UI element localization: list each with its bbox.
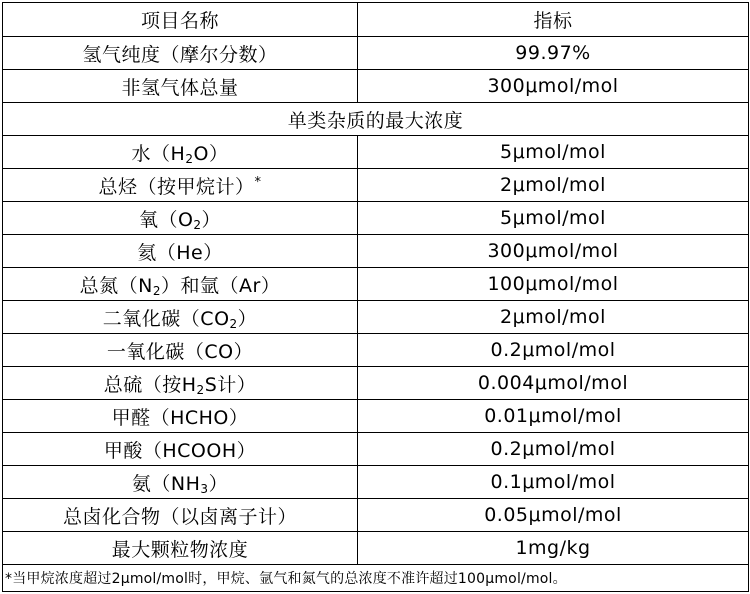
hydrogen-quality-table-container (2, 2, 746, 592)
impurity-label-text: 总氮（N (79, 274, 153, 297)
impurity-label-text: 一氧化碳（CO） (106, 340, 254, 363)
footnote-text: *当甲烷浓度超过2μmol/mol时，甲烷、氩气和氮气的总浓度不准许超过100μmol/mol。 (3, 565, 749, 592)
impurity-limit: 0.1μmol/mol (358, 466, 749, 499)
table-row-impurity (3, 400, 749, 433)
table-row-impurity (3, 499, 749, 532)
table-header-row (3, 3, 749, 37)
table-row-impurity (3, 301, 749, 334)
table-row-non-hydrogen-total (3, 70, 749, 103)
row-value: 300μmol/mol (358, 70, 749, 103)
impurity-label-subscript: 2 (196, 382, 205, 397)
table-row-impurity (3, 268, 749, 301)
impurity-label (3, 466, 358, 499)
impurity-label (3, 400, 358, 433)
row-label: 氢气纯度（摩尔分数） (3, 37, 358, 70)
table-row-impurity (3, 466, 749, 499)
header-indicator: 指标 (358, 3, 749, 37)
impurity-label-text: ） (237, 307, 258, 330)
table-row-impurity (3, 169, 749, 202)
row-label: 非氢气体总量 (3, 70, 358, 103)
table-body (3, 3, 749, 592)
impurity-limit: 1mg/kg (358, 532, 749, 565)
impurity-label-text: 最大颗粒物浓度 (111, 538, 249, 561)
impurity-label (3, 301, 358, 334)
section-header-row (3, 103, 749, 136)
impurity-label-text: ）和氩（Ar） (161, 274, 281, 297)
impurity-label-text: 总烃（按甲烷计） (98, 175, 255, 198)
impurity-limit: 0.004μmol/mol (358, 367, 749, 400)
impurity-label-text: 氦（He） (137, 241, 223, 264)
impurity-label (3, 235, 358, 268)
table-row-impurity (3, 367, 749, 400)
impurity-label-subscript: 2 (152, 283, 162, 298)
table-row-impurity (3, 433, 749, 466)
impurity-label-text: 氨（NH (131, 472, 201, 495)
impurity-label-text: 氧（O (138, 208, 194, 231)
impurity-label-text: O） (193, 142, 229, 165)
row-value: 99.97% (358, 37, 749, 70)
impurity-label-text: 总硫（按H (103, 373, 197, 396)
impurity-label (3, 268, 358, 301)
impurity-label-text: S计） (204, 373, 257, 396)
impurity-limit: 300μmol/mol (358, 235, 749, 268)
impurity-label (3, 367, 358, 400)
impurity-limit: 0.2μmol/mol (358, 433, 749, 466)
impurity-limit: 5μmol/mol (358, 136, 749, 169)
table-row-impurity (3, 334, 749, 367)
impurity-label-text: 总卤化合物（以卤离子计） (62, 505, 297, 528)
footnote-row (3, 565, 749, 592)
impurity-label-text: ） (208, 472, 229, 495)
impurity-label (3, 334, 358, 367)
table-row-purity (3, 37, 749, 70)
impurity-label-text: 二氧化碳（CO (102, 307, 230, 330)
impurity-label-text: ） (201, 208, 222, 231)
impurity-label (3, 202, 358, 235)
impurity-limit: 2μmol/mol (358, 301, 749, 334)
impurity-label (3, 433, 358, 466)
impurity-label-subscript: 3 (200, 481, 209, 496)
impurity-label (3, 532, 358, 565)
impurity-limit: 0.01μmol/mol (358, 400, 749, 433)
impurity-label (3, 169, 358, 202)
table-row-impurity (3, 202, 749, 235)
table-row-impurity (3, 235, 749, 268)
section-title: 单类杂质的最大浓度 (3, 103, 749, 136)
impurity-limit: 100μmol/mol (358, 268, 749, 301)
impurity-limit: 0.2μmol/mol (358, 334, 749, 367)
impurity-label-text: 甲酸（HCOOH） (103, 439, 257, 462)
impurity-label-text: 甲醛（HCHO） (111, 406, 249, 429)
impurity-limit: 0.05μmol/mol (358, 499, 749, 532)
impurity-label-subscript: 2 (229, 316, 238, 331)
footnote-marker: * (254, 174, 262, 190)
hydrogen-quality-table (2, 2, 749, 592)
impurity-label-subscript: 2 (193, 217, 202, 232)
header-item-name: 项目名称 (3, 3, 358, 37)
impurity-label (3, 136, 358, 169)
impurity-label (3, 499, 358, 532)
table-row-impurity (3, 532, 749, 565)
impurity-label-text: 水（H (131, 142, 186, 165)
impurity-label-subscript: 2 (185, 151, 194, 166)
table-row-impurity (3, 136, 749, 169)
impurity-limit: 2μmol/mol (358, 169, 749, 202)
impurity-limit: 5μmol/mol (358, 202, 749, 235)
